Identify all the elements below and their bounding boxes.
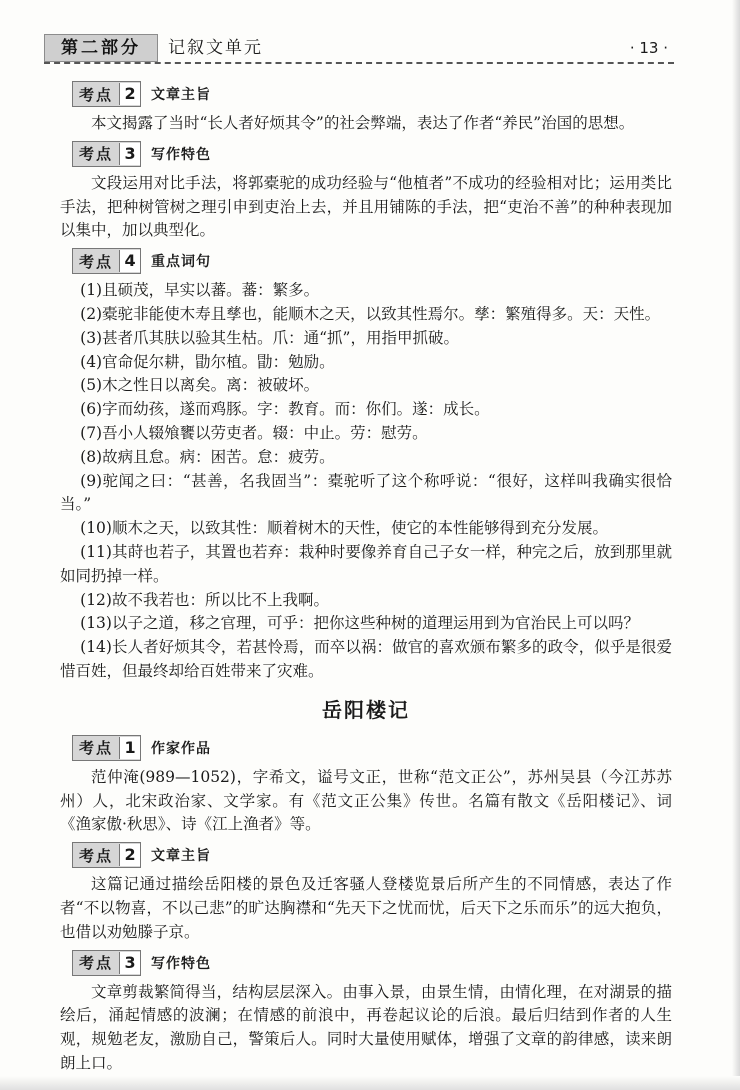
kaodian-title: 作家作品 xyxy=(151,740,212,757)
part-label: 第二部分 xyxy=(44,34,158,62)
kaodian-heading xyxy=(72,247,672,275)
kaodian-label: 考点 xyxy=(79,846,114,865)
list-item: (7)吾小人辍飧饔以劳吏者。辍：中止。劳：慰劳。 xyxy=(80,423,428,442)
kaodian-badge xyxy=(72,950,141,976)
kaodian-label: 考点 xyxy=(79,85,114,104)
header-divider xyxy=(44,62,674,64)
kaodian-label: 考点 xyxy=(79,739,114,758)
list-item: (8)故病且怠。病：困苦。怠：疲劳。 xyxy=(80,447,335,466)
kaodian-title: 文章主旨 xyxy=(151,848,212,865)
list-item: (13)以子之道，移之官理，可乎：把你这些种树的道理运用到为官治民上可以吗？ xyxy=(80,614,639,633)
theme-paragraph: 这篇记通过描绘岳阳楼的景色及迁客骚人登楼览景后所产生的不同情感，表达了作者“不以物喜，不以己悲”的旷达胸襟和“先天下之忧而忧，后天下之乐而乐”的远大抱负，也借以劝勉滕子京。 xyxy=(60,875,672,941)
kaodian-title: 文章主旨 xyxy=(151,87,212,103)
page-number: · 13 · xyxy=(629,39,668,57)
kaodian-badge xyxy=(72,735,141,761)
kaodian-number: 2 xyxy=(119,844,140,866)
page-content xyxy=(60,76,672,1076)
list-item: (2)橐驼非能使木寿且孳也，能顺木之天，以致其性焉尔。孳：繁殖得多。天：天性。 xyxy=(80,304,661,323)
kaodian-number: 3 xyxy=(119,952,140,974)
section-title: 岳阳楼记 xyxy=(322,697,410,722)
kaodian-number: 1 xyxy=(119,737,140,759)
style-paragraph: 文章剪裁繁简得当，结构层层深入。由事入景，由景生情，由情化理，在对湖景的描绘后，涌起情感的波澜；在情感的前浪中，再卷起议论的后浪。最后归结到作者的人生观，规勉老友，激励自己，警策后人。同时大量使用赋体，增强了文章的韵律感，读来朗朗上口。 xyxy=(60,982,672,1072)
kaodian-title: 重点词句 xyxy=(151,254,212,271)
list-item: (1)且硕茂，早实以蕃。蕃：繁多。 xyxy=(80,281,320,300)
list-item: (4)官命促尔耕，勖尔植。勖：勉励。 xyxy=(80,352,335,371)
kaodian-badge xyxy=(72,141,141,167)
kaodian-title: 写作特色 xyxy=(151,955,212,972)
kaodian-number: 2 xyxy=(119,83,140,105)
theme-paragraph: 本文揭露了当时“长人者好烦其令”的社会弊端，表达了作者“养民”治国的思想。 xyxy=(91,114,635,132)
page-edge-right xyxy=(732,0,740,1090)
kaodian-label: 考点 xyxy=(79,954,114,973)
page-edge-bottom xyxy=(0,1076,740,1090)
kaodian-number: 4 xyxy=(119,250,140,272)
kaodian-number: 3 xyxy=(119,143,140,165)
list-item: (9)驼闻之曰：“甚善，名我固当”：橐驼听了这个称呼说：“很好，这样叫我确实很恰当。” xyxy=(60,471,672,514)
author-paragraph: 范仲淹(989—1052)，字希文，谥号文正，世称“范文正公”，苏州吴县（今江苏苏州）人，北宋政治家、文学家。有《范文正公集》传世。名篇有散文《岳阳楼记》、词《渔家傲·秋思》、诗《江上渔者》等。 xyxy=(60,767,672,834)
kaodian-heading xyxy=(72,140,672,168)
kaodian-label: 考点 xyxy=(79,145,114,164)
kaodian-badge xyxy=(72,842,141,868)
kaodian-label: 考点 xyxy=(79,252,114,271)
list-item: (3)甚者爪其肤以验其生枯。爪：通“抓”，用指甲抓破。 xyxy=(80,328,459,347)
style-paragraph: 文段运用对比手法，将郭橐驼的成功经验与“他植者”不成功的经验相对比；运用类比手法，把种树管树之理引申到吏治上去，并且用铺陈的手法，把“吏治不善”的种种表现加以集中，加以典型化。 xyxy=(60,173,672,240)
kaodian-heading xyxy=(72,949,672,977)
kaodian-title: 写作特色 xyxy=(151,146,212,163)
list-item: (10)顺木之天，以致其性：顺着树木的天性，使它的本性能够得到充分发展。 xyxy=(80,519,608,538)
page-header xyxy=(44,32,674,64)
kaodian-heading xyxy=(72,841,672,869)
list-item: (6)字而幼孩，遂而鸡豚。字：教育。而：你们。遂：成长。 xyxy=(80,400,490,419)
list-item: (12)故不我若也：所以比不上我啊。 xyxy=(80,590,329,609)
kaodian-badge xyxy=(72,248,141,274)
list-item: (14)长人者好烦其令，若甚怜焉，而卒以祸：做官的喜欢颁布繁多的政令，似乎是很爱惜百姓，但最终却给百姓带来了灾难。 xyxy=(60,638,672,680)
list-item: (5)木之性日以离矣。离：被破坏。 xyxy=(80,376,320,395)
kaodian-heading xyxy=(72,734,672,762)
kaodian-heading xyxy=(72,80,672,108)
unit-title: 记叙文单元 xyxy=(168,38,263,58)
list-item: (11)其莳也若子，其置也若弃：栽种时要像养育自己子女一样，种完之后，放到那里就如同扔掉一样。 xyxy=(60,542,672,585)
kaodian-badge xyxy=(72,81,141,107)
